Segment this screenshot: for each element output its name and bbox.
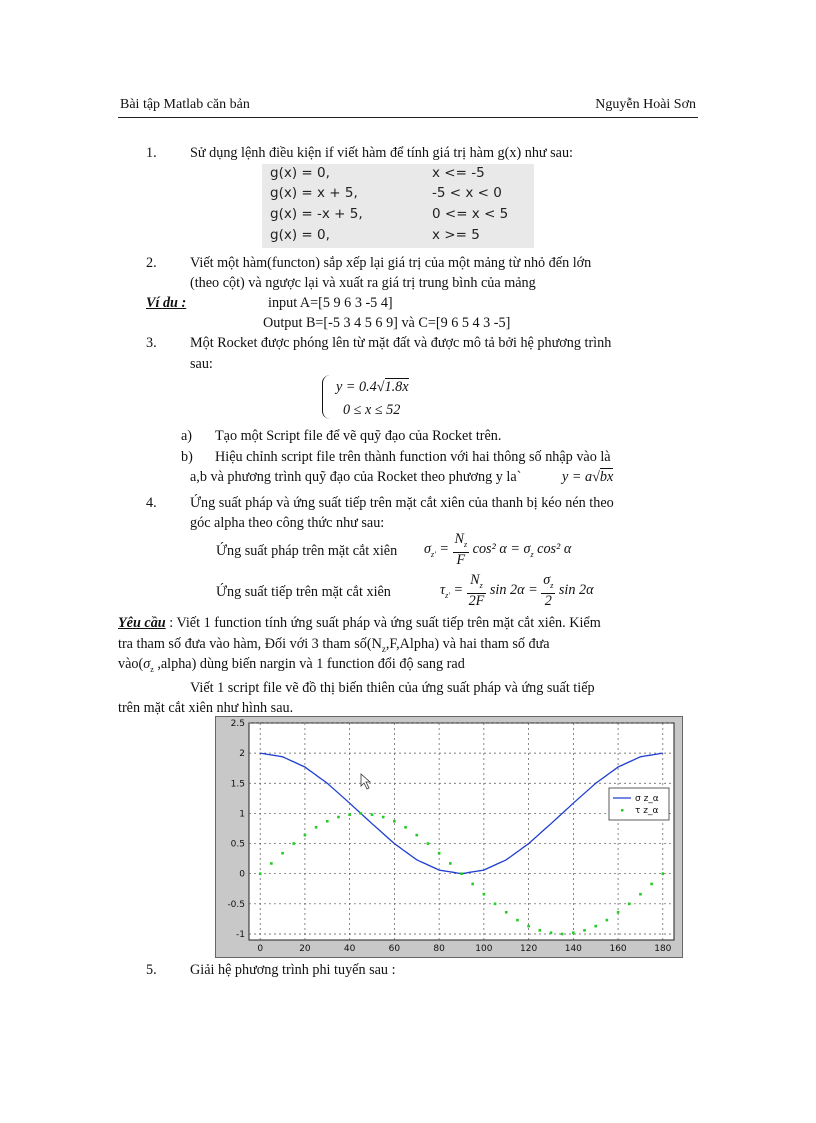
tau-point — [594, 925, 597, 928]
tau-point — [304, 834, 307, 837]
q4-line-2: góc alpha theo công thức như sau: — [190, 515, 385, 531]
rocket-equation: y = 0.4√1.8x — [336, 379, 409, 395]
q3b-label: b) — [181, 449, 193, 465]
example-output: Output B=[-5 3 4 5 6 9] và C=[9 6 5 4 3 -5] — [263, 315, 511, 331]
q3a-label: a) — [181, 428, 193, 444]
q5-number: 5. — [146, 962, 157, 978]
header-author: Nguyễn Hoài Sơn — [595, 97, 696, 112]
q1-number: 1. — [146, 145, 157, 161]
sigma-fraction: $\frac{N_z}{F}$ — [454, 531, 468, 568]
sigma-numerator: N — [454, 531, 464, 547]
tau-point — [650, 883, 653, 886]
shear-stress-formula: $\tau_{z'}$ = $\frac{N_z}{2F}$ sin 2α = $\frac{\sigma_z}{2}$ sin 2α — [440, 572, 594, 609]
y-tick-label: 1.5 — [230, 779, 245, 790]
q3b-line-2: a,b và phương trình quỹ đạo của Rocket theo phương y la` — [190, 469, 522, 485]
requirement-text-3b: ,alpha) dùng biến nargin và 1 function đổi độ sang rad — [153, 656, 465, 672]
tau-point — [438, 852, 441, 855]
y-tick-label: 0.5 — [230, 839, 245, 850]
tau-point — [348, 813, 351, 816]
trajectory-equation-radicand: bx — [599, 469, 614, 485]
x-tick-label: 140 — [564, 944, 582, 954]
x-tick-label: 40 — [343, 944, 356, 954]
tau-point — [404, 826, 407, 829]
tau-point — [550, 931, 553, 934]
tau-point — [527, 925, 530, 928]
tau-point — [415, 834, 418, 837]
g-row-2-func: g(x) = x + 5, — [270, 185, 358, 201]
requirement-label: Yêu cầu — [118, 615, 166, 631]
tau-point — [606, 919, 609, 922]
tau-point — [583, 929, 586, 932]
requirement-sigma: σ — [143, 656, 151, 672]
q3a-text: Tạo một Script file để vẽ quỹ đạo của Rocket trên. — [215, 428, 502, 444]
g-row-3-cond: 0 <= x < 5 — [432, 206, 509, 222]
g-row-1-cond: x <= -5 — [432, 165, 485, 181]
tau-point — [393, 820, 396, 823]
requirement-line-2: tra tham số đưa vào hàm, Đối với 3 tham $số(N_z,F,Alpha)$ và hai tham số đưa — [118, 636, 550, 654]
requirement-line-3: $vào(\sigma_z$ ,alpha) dùng biến nargin và 1 function đổi độ sang rad — [118, 656, 465, 674]
tau-fraction-1: $\frac{N_z}{2F}$ — [468, 572, 485, 609]
tau-point — [471, 883, 474, 886]
tau-point — [662, 872, 665, 875]
tau-point — [639, 893, 642, 896]
requirement-text-3a: vào( — [118, 656, 144, 672]
tau-point — [326, 820, 329, 823]
tau-denominator-2: 2 — [544, 592, 552, 609]
tau-fraction-2: $\frac{\sigma_z}{2}$ — [543, 572, 554, 609]
page-header — [118, 97, 698, 118]
requirement-text-1: : Viết 1 function tính ứng suất pháp và ứng suất tiếp trên mặt cắt xiên. Kiểm — [169, 615, 601, 631]
q3-number: 3. — [146, 335, 157, 351]
q2-number: 2. — [146, 255, 157, 271]
g-row-1-func: g(x) = 0, — [270, 165, 330, 181]
tau-point — [382, 816, 385, 819]
tau-rhs: sin 2α — [558, 582, 594, 599]
tau-point — [315, 826, 318, 829]
requirement-line-1 — [118, 615, 601, 632]
trajectory-equation: y = a√bx — [562, 469, 614, 485]
legend-sigma-label: σ z_α — [635, 794, 659, 804]
piecewise-function-image — [262, 164, 534, 248]
tau-point — [449, 862, 452, 865]
q4-number: 4. — [146, 495, 157, 511]
y-tick-label: 2.5 — [230, 719, 245, 729]
q3-line-1: Một Rocket được phóng lên từ mặt đất và được mô tả bởi hệ phương trình — [190, 335, 612, 351]
tau-point — [561, 933, 564, 936]
tau-symbol: τ — [440, 582, 446, 599]
g-row-4-func: g(x) = 0, — [270, 227, 330, 243]
tau-point — [483, 893, 486, 896]
sigma-rhs-end: cos² α — [537, 541, 572, 558]
tau-point — [360, 812, 363, 815]
chart-svg — [216, 717, 682, 957]
y-tick-label: 0 — [239, 869, 245, 880]
q3b-text: Hiệu chỉnh script file trên thành function với hai thông số nhập vào là — [215, 449, 611, 465]
tau-numerator-2: σ — [543, 572, 551, 588]
sigma-denominator: F — [456, 551, 466, 568]
requirement-text-2a: tra tham số đưa vào hàm, Đối với 3 tham số(N — [118, 636, 382, 652]
g-row-2-cond: -5 < x < 0 — [432, 185, 502, 201]
x-tick-label: 0 — [257, 944, 264, 954]
normal-stress-label: Ứng suất pháp trên mặt cắt xiên — [216, 543, 398, 559]
tau-point — [628, 903, 631, 906]
requirement-line-5: trên mặt cắt xiên như hình sau. — [118, 700, 294, 716]
tau-numerator: N — [470, 572, 480, 588]
q3-line-2: sau: — [190, 356, 213, 372]
shear-stress-label: Ứng suất tiếp trên mặt cắt xiên — [216, 584, 391, 600]
tau-point — [494, 903, 497, 906]
q5-text: Giải hệ phương trình phi tuyến sau : — [190, 962, 396, 978]
tau-point — [270, 862, 273, 865]
y-tick-label: -0.5 — [227, 899, 245, 910]
q4-line-1: Ứng suất pháp và ứng suất tiếp trên mặt cắt xiên của thanh bị kéo nén theo — [190, 495, 614, 511]
tau-point — [337, 816, 340, 819]
tau-point — [617, 911, 620, 914]
trajectory-equation-lhs: y = a — [562, 469, 593, 485]
legend-tau-label: τ z_α — [635, 806, 659, 816]
x-tick-label: 100 — [475, 944, 493, 954]
x-tick-label: 20 — [299, 944, 311, 954]
legend-tau-marker — [621, 809, 624, 812]
rocket-equation-radicand: 1.8x — [384, 379, 409, 395]
q2-line-2: (theo cột) và ngược lại và xuất ra giá trị trung bình của mảng — [190, 275, 536, 291]
tau-point — [460, 872, 463, 875]
stress-chart — [215, 716, 683, 958]
y-tick-label: 2 — [239, 749, 245, 760]
x-tick-label: 80 — [433, 944, 445, 954]
tau-point — [371, 813, 374, 816]
equation-brace — [322, 375, 331, 419]
tau-denominator: 2F — [468, 592, 485, 609]
sigma-symbol: σ — [424, 541, 431, 558]
tau-point — [572, 931, 575, 934]
x-tick-label: 60 — [388, 944, 401, 954]
y-tick-label: -1 — [236, 929, 245, 940]
tau-point — [281, 852, 284, 855]
x-tick-label: 120 — [520, 944, 538, 954]
q2-line-1: Viết một hàm(functon) sắp xếp lại giá trị của một mảng từ nhỏ đến lớn — [190, 255, 592, 271]
rocket-equation-lhs: y = 0.4 — [336, 379, 377, 395]
g-row-3-func: g(x) = -x + 5, — [270, 206, 363, 222]
y-tick-label: 1 — [239, 809, 245, 820]
example-input: input A=[5 9 6 3 -5 4] — [268, 295, 393, 311]
tau-point — [538, 929, 541, 932]
sigma-rhs: cos² α = σ — [472, 541, 531, 558]
normal-stress-formula: $\sigma_{z'}$ = $\frac{N_z}{F}$ cos² $\alpha = \sigma_z$ cos² α — [424, 531, 572, 568]
tau-point — [505, 911, 508, 914]
requirement-line-4: Viết 1 script file vẽ đồ thị biến thiên của ứng suất pháp và ứng suất tiếp — [190, 680, 595, 696]
x-tick-label: 160 — [609, 944, 627, 954]
tau-point — [516, 919, 519, 922]
tau-point — [427, 842, 430, 845]
g-row-4-cond: x >= 5 — [432, 227, 480, 243]
header-title: Bài tập Matlab căn bản — [120, 97, 250, 112]
tau-point — [259, 872, 262, 875]
tau-point — [292, 842, 295, 845]
plot-area — [249, 723, 674, 940]
requirement-text-2b: ,F,Alpha) và hai tham số đưa — [385, 636, 550, 652]
x-tick-label: 180 — [654, 944, 672, 954]
example-label: Ví du : — [146, 295, 187, 311]
tau-mid: sin 2α = — [489, 582, 538, 599]
q1-text: Sử dụng lệnh điều kiện if viết hàm để tính giá trị hàm g(x) như sau: — [190, 145, 574, 161]
rocket-domain: 0 ≤ x ≤ 52 — [343, 402, 401, 418]
